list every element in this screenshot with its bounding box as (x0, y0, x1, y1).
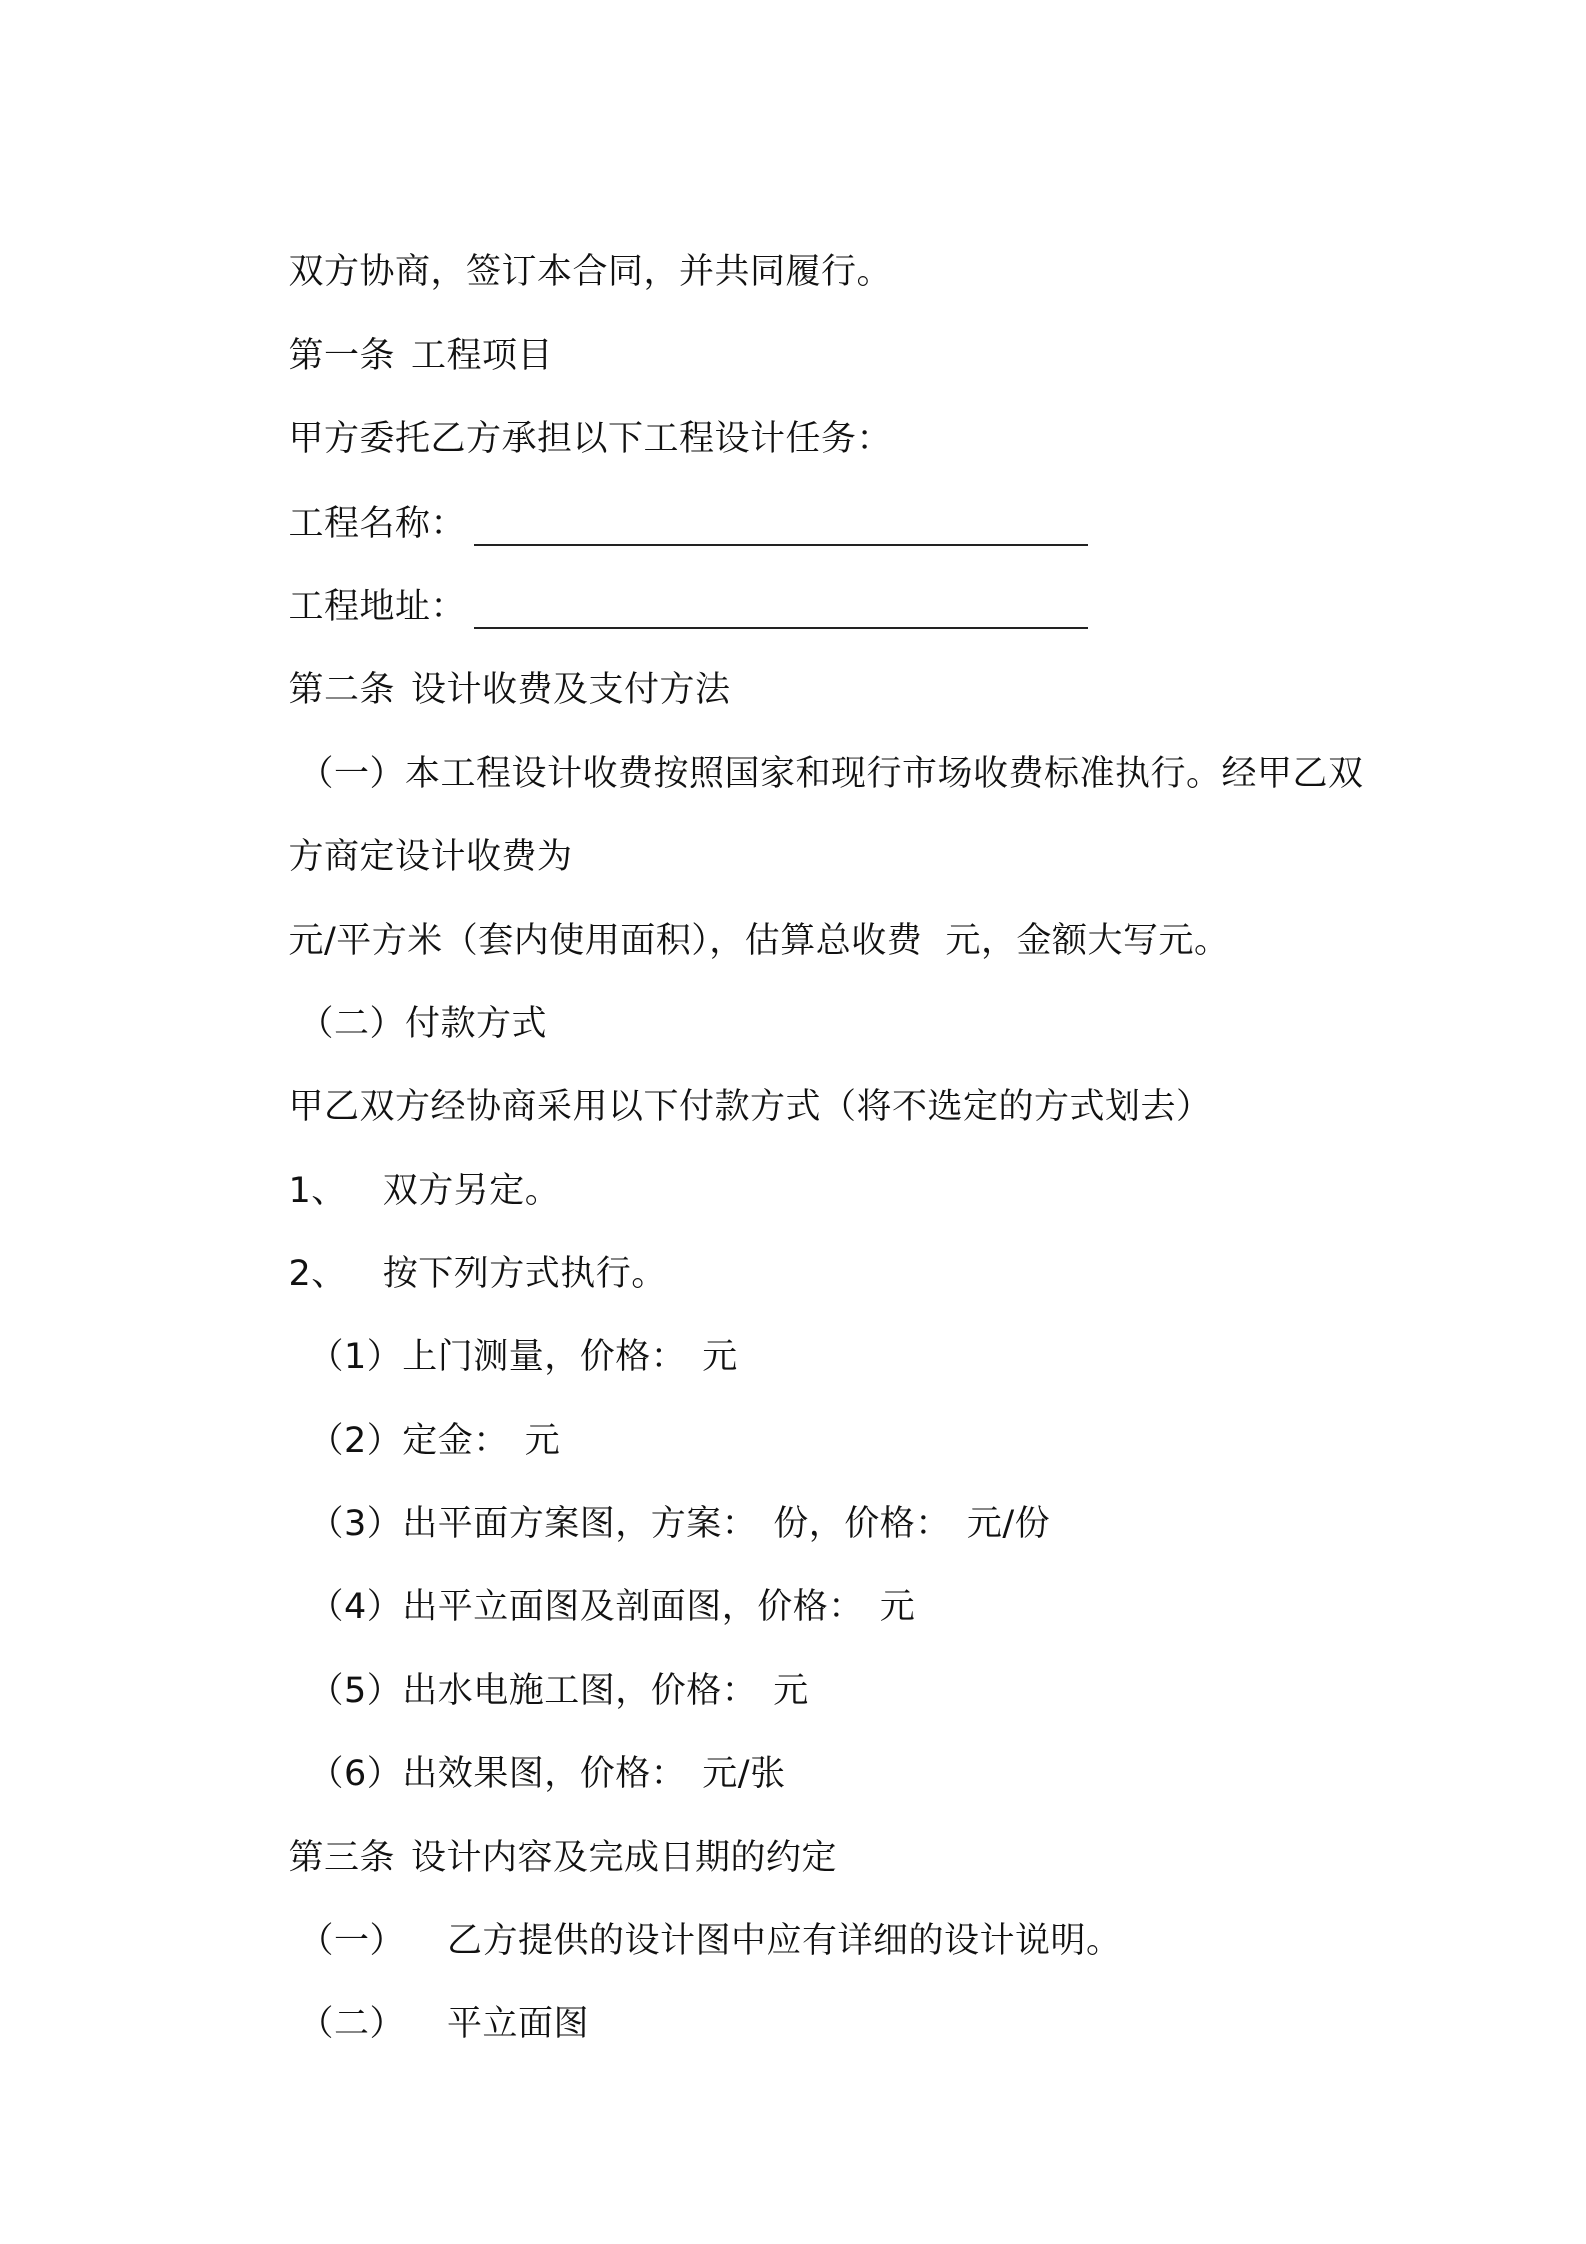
clause-number: （一） (298, 1921, 406, 1961)
fee-continued-text: 方商定设计收费为 (288, 837, 573, 877)
clause-number: （二） (298, 2004, 406, 2044)
clause-text: 平立面图 (447, 2004, 590, 2044)
item-text: （6）出效果图，价格： (308, 1754, 687, 1794)
article-number: 第三条 (288, 1838, 396, 1878)
option-number: 1、 (288, 1171, 347, 1211)
article-title: 设计内容及完成日期的约定 (411, 1838, 838, 1878)
item-unit: 元 (879, 1587, 916, 1627)
item-text: （1）上门测量，价格： (308, 1337, 687, 1377)
option-text: 按下列方式执行。 (382, 1254, 667, 1294)
clause-text: 乙方提供的设计图中应有详细的设计说明。 (447, 1921, 1122, 1961)
item-unit: 元/份 (966, 1504, 1051, 1544)
option-text: 双方另定。 (382, 1171, 561, 1211)
item-unit: 元 (702, 1337, 738, 1377)
option-number: 2、 (288, 1254, 347, 1294)
item-unit: 元 (524, 1421, 561, 1461)
article-number: 第二条 (288, 670, 396, 710)
project-name-label: 工程名称： (288, 504, 467, 544)
payment-method-text: （二）付款方式 (298, 1004, 548, 1044)
item-text: （2）定金： (308, 1421, 509, 1461)
commission-text: 甲方委托乙方承担以下工程设计任务： (288, 419, 893, 459)
article-title: 工程项目 (411, 336, 554, 376)
article-title: 设计收费及支付方法 (411, 670, 731, 710)
item-text: （4）出平立面图及剖面图，价格： (308, 1587, 864, 1627)
fee-clause-text: （一）本工程设计收费按照国家和现行市场收费标准执行。经甲乙双 (298, 754, 1364, 794)
item-text: （3）出平面方案图，方案： (308, 1504, 758, 1544)
payment-agreement-text: 甲乙双方经协商采用以下付款方式（将不选定的方式划去） (288, 1087, 1212, 1127)
item-unit: 元/张 (702, 1754, 786, 1794)
article-number: 第一条 (288, 336, 396, 376)
intro-text: 双方协商，签订本合同，并共同履行。 (288, 252, 893, 292)
design-clause-2-line (252, 1958, 589, 2090)
item-text: （5）出水电施工图，价格： (308, 1671, 758, 1711)
project-address-label: 工程地址： (288, 587, 467, 627)
fee-unit-text: 元/平方米（套内使用面积），估算总收费 元，金额大写元。 (288, 921, 1230, 961)
item-count-text: 份，价格： (773, 1504, 951, 1544)
item-unit: 元 (773, 1671, 809, 1711)
